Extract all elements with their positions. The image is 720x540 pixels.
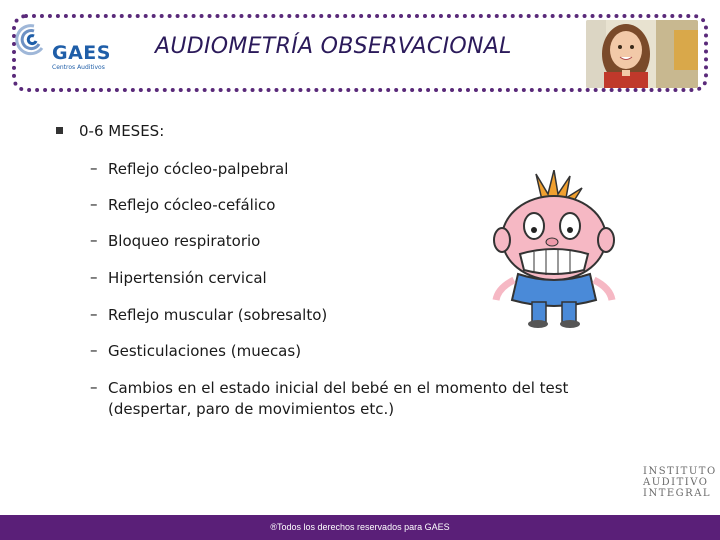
square-bullet-icon — [56, 127, 63, 134]
list-item-text: Reflejo muscular (sobresalto) — [108, 306, 328, 324]
institute-line-2: AUDITIVO — [643, 477, 709, 488]
dash-bullet: – — [90, 378, 98, 396]
list-item — [90, 195, 275, 216]
gaes-logo-icon — [12, 20, 52, 60]
list-item — [90, 231, 260, 252]
list-item-text: Gesticulaciones (muecas) — [108, 342, 302, 360]
list-item — [90, 268, 267, 289]
gaes-logo — [22, 22, 132, 82]
list-item-text: Reflejo cócleo-palpebral — [108, 160, 289, 178]
list-item — [90, 341, 301, 362]
list-item — [90, 159, 288, 180]
list-item — [90, 378, 568, 420]
logo-text: GAES — [52, 42, 111, 64]
page-title: AUDIOMETRÍA OBSERVACIONAL — [155, 34, 512, 59]
institute-line-3: INTEGRAL — [643, 488, 712, 499]
age-range-heading — [56, 122, 164, 140]
dash-bullet: – — [90, 268, 98, 286]
dash-bullet: – — [90, 159, 98, 177]
child-photo — [586, 20, 698, 88]
list-item-text — [108, 378, 568, 420]
dash-bullet: – — [90, 305, 98, 323]
instituto-auditivo-integral-logo — [643, 466, 717, 499]
list-item-text-line1: Cambios en el estado inicial del bebé en el momento del test — [108, 379, 569, 397]
age-range-label: 0-6 MESES: — [79, 122, 165, 140]
list-item-text: Bloqueo respiratorio — [108, 232, 261, 250]
dash-bullet: – — [90, 195, 98, 213]
dash-bullet: – — [90, 231, 98, 249]
footer-bar — [0, 515, 720, 540]
copyright-text: ®Todos los derechos reservados para GAES — [270, 522, 450, 532]
scared-boy-cartoon — [484, 170, 624, 330]
list-item-text: Reflejo cócleo-cefálico — [108, 196, 276, 214]
institute-line-1: INSTITUTO — [643, 466, 717, 477]
logo-subtext: Centros Auditivos — [52, 64, 105, 71]
list-item-text: Hipertensión cervical — [108, 269, 267, 287]
list-item-text-line2: (despertar, paro de movimientos etc.) — [108, 400, 395, 418]
dash-bullet: – — [90, 341, 98, 359]
list-item — [90, 305, 327, 326]
